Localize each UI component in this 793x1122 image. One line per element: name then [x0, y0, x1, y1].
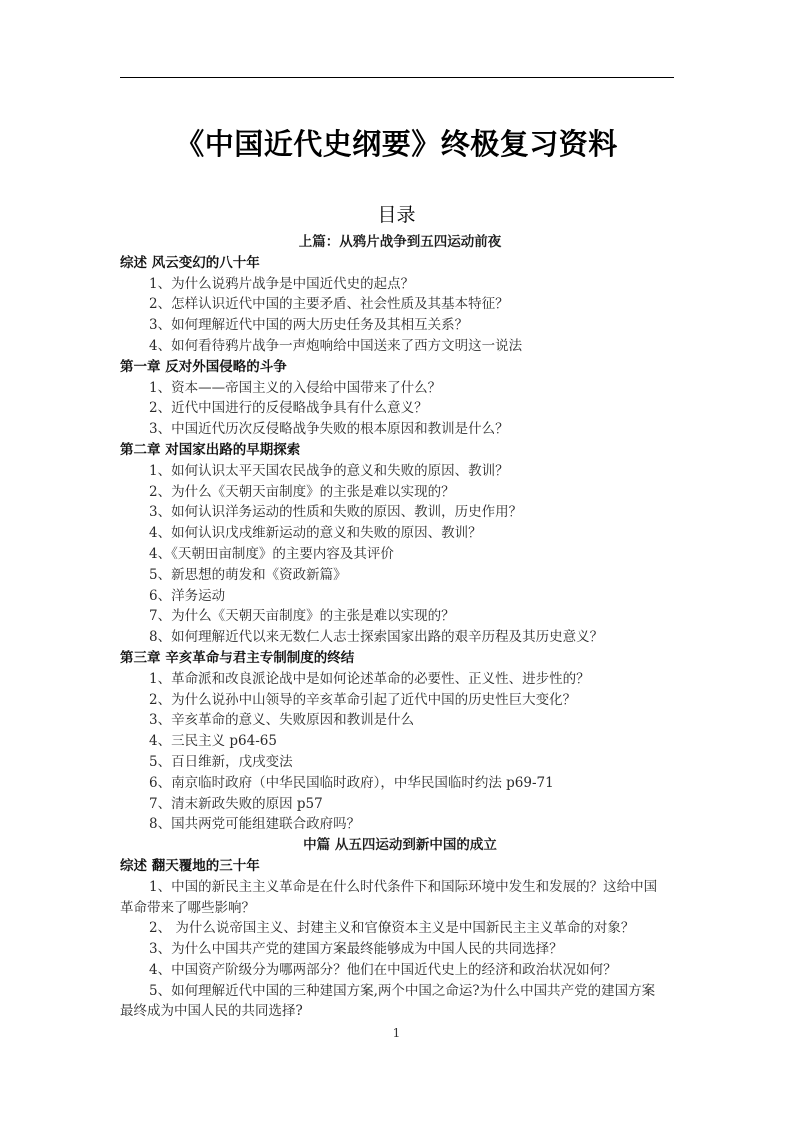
page-number: 1: [392, 1026, 401, 1040]
toc-item: 6、洋务运动: [149, 587, 226, 604]
toc-part-heading: 中篇 从五四运动到新中国的成立: [303, 837, 497, 854]
toc-item: 5、如何理解近代中国的三种建国方案,两个中国之命运?为什么中国共产党的建国方案: [149, 982, 656, 999]
toc-item: 7、为什么《天朝天亩制度》的主张是难以实现的？: [149, 608, 455, 625]
toc-item: 5、新思想的萌发和《资政新篇》: [149, 566, 347, 583]
toc-item: 3、如何理解近代中国的两大历史任务及其相互关系？: [149, 317, 469, 334]
toc-item: 3、为什么中国共产党的建国方案最终能够成为中国人民的共同选择？: [149, 941, 563, 958]
toc-item: 4、如何认识戊戌维新运动的意义和失败的原因、教训？: [149, 525, 482, 542]
toc-item: 3、辛亥革命的意义、失败原因和教训是什么: [149, 712, 415, 729]
toc-item: 4、《天朝田亩制度》的主要内容及其评价: [149, 545, 394, 562]
table-of-contents: [120, 232, 680, 1022]
toc-item-continuation: 革命带来了哪些影响？: [120, 899, 255, 916]
toc-chapter-heading: 第二章 对国家出路的早期探索: [120, 441, 301, 458]
toc-chapter-heading: 第一章 反对外国侵略的斗争: [120, 358, 287, 375]
toc-item: 4、如何看待鸦片战争一声炮响给中国送来了西方文明这一说法: [149, 337, 523, 354]
toc-chapter-heading: 综述 风云变幻的八十年: [120, 254, 260, 271]
toc-item: 1、中国的新民主主义革命是在什么时代条件下和国际环境中发生和发展的？这给中国: [149, 878, 658, 895]
toc-item: 4、三民主义 p64-65: [149, 733, 277, 750]
toc-chapter-heading: 综述 翻天覆地的三十年: [120, 857, 260, 874]
toc-item-continuation: 最终成为中国人民的共同选择?: [120, 1003, 303, 1020]
toc-item: 4、中国资产阶级分为哪两部分？他们在中国近代史上的经济和政治状况如何？: [149, 961, 617, 978]
toc-item: 7、清末新政失败的原因 p57: [149, 795, 323, 812]
toc-item: 3、如何认识洋务运动的性质和失败的原因、教训，历史作用？: [149, 504, 523, 521]
document-title: 《中国近代史纲要》终极复习资料: [175, 127, 618, 161]
header-rule: [120, 77, 674, 78]
toc-item: 2、 为什么说帝国主义、封建主义和官僚资本主义是中国新民主主义革命的对象？: [149, 920, 635, 937]
toc-item: 6、南京临时政府（中华民国临时政府），中华民国临时约法 p69-71: [149, 774, 554, 791]
toc-item: 5、百日维新，戊戌变法: [149, 753, 293, 770]
toc-item: 3、中国近代历次反侵略战争失败的根本原因和教训是什么？: [149, 421, 509, 438]
toc-item: 1、如何认识太平天国农民战争的意义和失败的原因、教训？: [149, 462, 509, 479]
toc-item: 1、为什么说鸦片战争是中国近代史的起点？: [149, 275, 415, 292]
toc-heading: 目录: [377, 204, 416, 226]
toc-item: 2、怎样认识近代中国的主要矛盾、社会性质及其基本特征？: [149, 296, 509, 313]
toc-item: 1、资本——帝国主义的入侵给中国带来了什么？: [149, 379, 442, 396]
toc-item: 2、为什么说孙中山领导的辛亥革命引起了近代中国的历史性巨大变化？: [149, 691, 577, 708]
toc-item: 2、为什么《天朝天亩制度》的主张是难以实现的？: [149, 483, 455, 500]
toc-item: 8、国共两党可能组建联合政府吗？: [149, 816, 361, 833]
toc-chapter-heading: 第三章 辛亥革命与君主专制制度的终结: [120, 649, 355, 666]
toc-item: 1、革命派和改良派论战中是如何论述革命的必要性、正义性、进步性的？: [149, 670, 590, 687]
toc-item: 8、如何理解近代以来无数仁人志士探索国家出路的艰辛历程及其历史意义？: [149, 629, 604, 646]
toc-item: 2、近代中国进行的反侵略战争具有什么意义？: [149, 400, 428, 417]
toc-part-heading: 上篇：从鸦片战争到五四运动前夜: [298, 234, 502, 250]
